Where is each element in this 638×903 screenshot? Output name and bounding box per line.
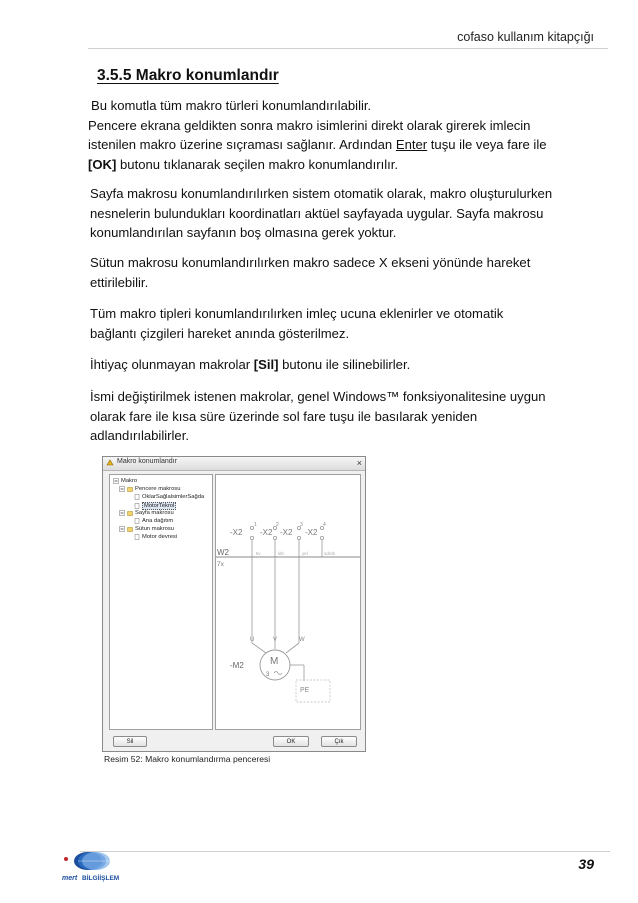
delete-button[interactable]: Sil [113,736,147,747]
text-line [88,135,598,155]
text-line: Sütun makrosu konumlandırılırken makro sadece X ekseni yönünde hareket [90,255,531,270]
terminal-number: 1 [254,522,257,528]
tree-node-page-macro[interactable] [119,510,174,516]
tree-label: Pencere makrosu [135,486,181,492]
text-line: Bu komutla tüm makro türleri konumlandırılabilir. [91,98,372,113]
delete-key-label: [Sil] [253,357,279,372]
text-line: Tüm makro tipleri konumlandırılırken imleç ucuna eklenirler ve otomatik [90,306,504,321]
motor-terminal: U [250,637,255,643]
text-fragment: butonu ile silinebilirler. [278,357,411,372]
tree-label: Makro [121,478,138,484]
running-header: cofaso kullanım kitapçığı [457,30,594,44]
tree-node-macro-item[interactable] [134,518,173,524]
text-line: konumlandırılan sayfanın boş olmasına gerek yoktur. [90,225,397,240]
terminal-label: -X2 [280,528,293,537]
window-title: Makro konumlandır [117,458,177,465]
text-line: nesnelerin bulundukları koordinatları aktüel sayfayada uygular. Sayfa makrosu [90,205,544,221]
text-fragment: İhtiyaç olunmayan makrolar [90,357,254,372]
tree-node-root[interactable] [113,478,137,484]
svg-text:BİLGİİŞLEM: BİLGİİŞLEM [82,875,120,882]
document-icon [134,494,140,500]
company-logo [50,849,140,885]
text-fragment: butonu tıklanarak seçilen makro konumlandırılır. [116,156,399,172]
text-line: Pencere ekrana geldikten sonra makro isimlerini direkt olarak girerek imlecin [88,117,531,133]
text-line [88,155,598,175]
app-icon [106,459,114,467]
tree-node-macro-item-selected[interactable] [134,502,176,510]
tree-label: MotorTekrol [144,503,175,509]
document-icon [134,503,140,509]
paragraph-cursor [90,304,600,343]
motor-terminal: W [299,637,305,643]
macro-tree[interactable] [109,474,213,730]
footer-rule [80,851,610,852]
paragraph-column-macro [90,253,600,292]
terminal-label: -X2 [305,528,318,537]
svg-text:mert: mert [62,875,78,882]
motor-phase: 3 [266,672,270,678]
section-title: 3.5.5 Makro konumlandır [97,67,279,84]
tree-label: Sütun makrosu [135,526,174,532]
tree-node-column-macro[interactable] [119,526,174,532]
expand-minus-icon[interactable] [119,526,125,532]
text-line: Sayfa makrosu konumlandırılırken sistem otomatik olarak, makro oluşturulurken [90,186,553,201]
cancel-button[interactable]: Çık [321,736,357,747]
text-line: İsmi değiştirilmek istenen makrolar, genel Windows™ fonksiyonalitesine uygun [90,389,546,404]
motor-terminal: V [273,637,278,643]
text-line: bağlantı çizgileri hareket anında gösterilmez. [90,325,350,341]
motor-letter: M [270,656,279,667]
tree-node-macro-item[interactable] [134,534,177,540]
bus-tag: tiv [256,551,261,556]
ok-button[interactable]: OK [273,736,309,747]
folder-icon [127,486,133,492]
macro-preview-canvas [215,474,361,730]
paragraph-delete [90,355,600,375]
motor-label: -M2 [230,661,244,670]
text-line [90,355,600,375]
close-icon[interactable]: × [356,458,362,468]
terminal-number: 3 [300,522,303,528]
tree-label: Motor devresi [142,534,178,540]
enter-key-label: Enter [395,137,428,152]
terminal-number: 4 [323,522,326,528]
expand-minus-icon[interactable] [113,478,119,484]
text-line: olarak fare ile kısa süre üzerinde sol fare tuşu ile basılarak yeniden [90,408,478,424]
text-line: ettirilebilir. [90,274,149,290]
header-rule [88,48,608,49]
page-number: 39 [578,856,594,872]
tree-label: Ana dağıtım [142,518,174,524]
window-titlebar [103,457,365,471]
tree-label: OklarSağlalsimlerSağda [142,494,205,500]
terminal-label: -X2 [230,528,243,537]
text-fragment: tuşu ile veya fare ile [427,137,547,152]
macro-position-window [102,456,366,752]
paragraph-rename [90,387,600,446]
tree-node-window-macro[interactable] [119,486,180,492]
document-icon [134,518,140,524]
terminal-label: -X2 [260,528,273,537]
terminal-number: 2 [276,522,279,528]
tree-label: Sayfa makrosu [135,510,174,516]
text-line: adlandırılabilirler. [90,428,189,443]
bus-sublabel: 7x [217,561,224,568]
pe-label: PE [300,687,310,694]
document-icon [134,534,140,540]
figure-caption: Resim 52: Makro konumlandırma penceresi [104,754,271,764]
expand-minus-icon[interactable] [119,486,125,492]
expand-minus-icon[interactable] [119,510,125,516]
paragraph-intro [88,96,598,174]
folder-icon [127,510,133,516]
folder-icon [127,526,133,532]
paragraph-page-macro [90,184,600,243]
text-fragment: istenilen makro üzerine sıçraması sağlanır. Ardından [88,137,396,152]
bus-tag: ldn [278,551,285,556]
bus-tag: sdrdn [324,551,336,556]
circuit-preview-drawing [216,475,361,730]
ok-key-label: [OK] [88,156,117,172]
tree-node-macro-item[interactable] [134,494,204,500]
bus-tag: yel [302,551,308,556]
bus-label: W2 [217,548,229,557]
